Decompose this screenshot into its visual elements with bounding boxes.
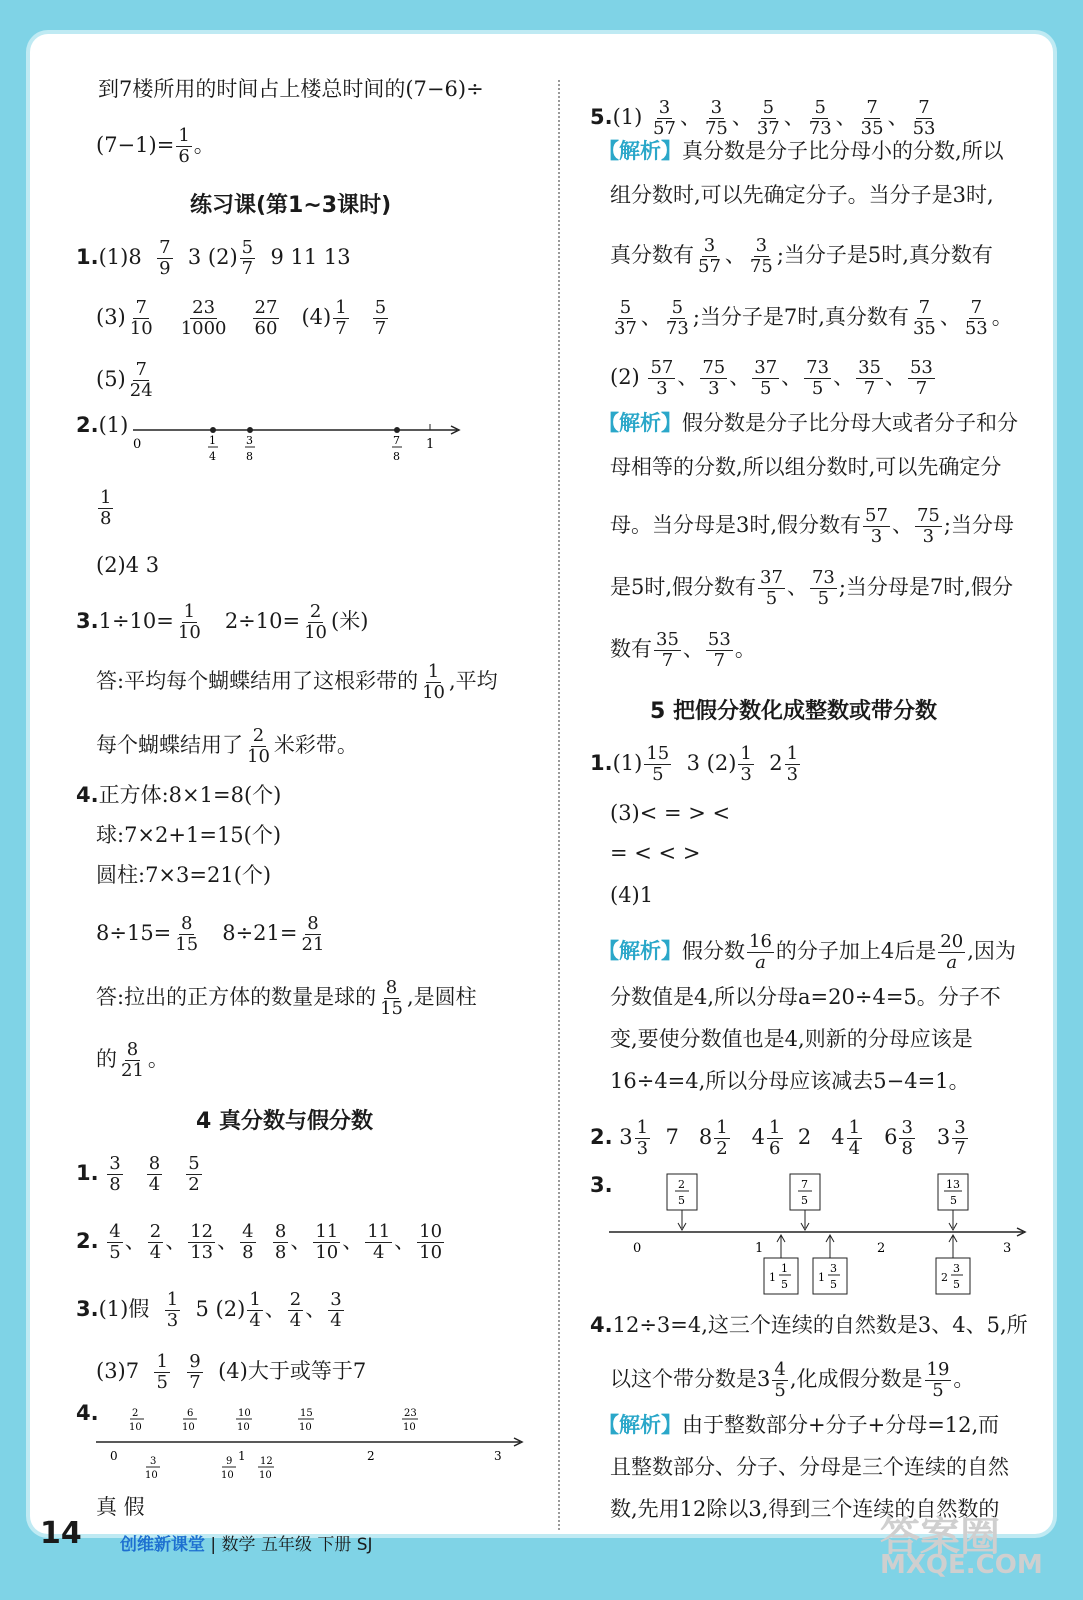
- answer-line: 4.正方体:8×1=8(个): [76, 783, 282, 807]
- svg-text:10: 10: [299, 1422, 312, 1433]
- answer-line: 答:平均每个蝴蝶结用了这根彩带的 $\frac{1}{10}$ ,平均: [96, 661, 498, 703]
- answer-line: 4.12÷3=4,这三个连续的自然数是3、4、5,所: [590, 1313, 1028, 1337]
- explanation-line: $\frac{5}{37}$ 、 $\frac{5}{73}$ ;当分子是7时,真分数有 $\frac{7}{35}$ 、 $\frac{7}{53}$ 。: [614, 297, 1013, 339]
- svg-text:5: 5: [678, 1194, 685, 1207]
- answer-line: 1.(1)8 $\frac{7}{9}$ 3 (2) $\frac{5}{7}$ 9 11 13: [76, 237, 351, 279]
- svg-text:10: 10: [237, 1422, 250, 1433]
- answer-line: (3)7 $\frac{1}{5}$ $\frac{9}{7}$ (4)大于或等于7: [96, 1351, 367, 1393]
- answer-line: 5.(1) $\frac{3}{57}$ 、 $\frac{3}{75}$ 、 $\frac{5}{37}$ 、 $\frac{5}{73}$ 、 $\frac{7}{35}$ 、 $\frac{7}{53}$: [590, 97, 936, 139]
- svg-text:3: 3: [494, 1449, 502, 1463]
- number-line: [125, 408, 465, 468]
- svg-text:0: 0: [133, 437, 142, 452]
- explanation-line: 【解析】假分数 $\frac{16}{a}$ 的分子加上4后是 $\frac{20}{a}$ ,因为: [598, 931, 1016, 973]
- column-divider: [558, 80, 560, 1530]
- svg-text:1: 1: [818, 1271, 825, 1284]
- answer-line: 2. 3 $\frac{1}{3}$ 7 8 $\frac{1}{2}$ 4 $\frac{1}{6}$ 2 4 $\frac{1}{4}$ 6 $\frac{3}{8}$ 3 $\frac{3}{7}$: [590, 1117, 966, 1159]
- svg-text:10: 10: [221, 1470, 234, 1481]
- svg-text:5: 5: [781, 1278, 788, 1291]
- answer-line: 8÷15= $\frac{8}{15}$ 8÷21= $\frac{8}{21}$: [96, 913, 325, 955]
- svg-text:10: 10: [403, 1422, 416, 1433]
- svg-text:0: 0: [110, 1449, 118, 1463]
- svg-text:6: 6: [187, 1408, 194, 1419]
- svg-text:4: 4: [209, 450, 216, 463]
- section-heading: 4 真分数与假分数: [196, 1109, 373, 1134]
- explanation-line: 真分数有 $\frac{3}{57}$ 、 $\frac{3}{75}$ ;当分子是5时,真分数有: [610, 235, 993, 277]
- answer-line: = < < >: [610, 841, 701, 865]
- svg-text:3: 3: [1003, 1241, 1012, 1256]
- svg-text:3: 3: [246, 434, 253, 447]
- answer-line: (5) $\frac{7}{24}$: [96, 359, 153, 401]
- explanation-line: 数有 $\frac{35}{7}$ 、 $\frac{53}{7}$ 。: [610, 629, 756, 671]
- answer-line: 球:7×2+1=15(个): [96, 823, 282, 847]
- svg-text:7: 7: [393, 434, 400, 447]
- explanation-line: 是5时,假分数有 $\frac{37}{5}$ 、 $\frac{73}{5}$ ;当分母是7时,假分: [610, 567, 1013, 609]
- answer-line: (2) $\frac{57}{3}$ 、 $\frac{75}{3}$ 、 $\frac{37}{5}$ 、 $\frac{73}{5}$ 、 $\frac{35}{7}$ 、 $\frac{53}{7}$: [610, 357, 933, 399]
- answer-line: 3.1÷10= $\frac{1}{10}$ 2÷10= $\frac{2}{10}$ (米): [76, 601, 369, 643]
- answer-line: (3)< = > <: [610, 801, 731, 825]
- svg-text:0: 0: [633, 1241, 642, 1256]
- book-series: 创维新课堂 | 数学 五年级 下册 SJ: [120, 1535, 373, 1555]
- explanation-line: 【解析】真分数是分子比分母小的分数,所以: [598, 139, 1004, 163]
- svg-text:13: 13: [946, 1178, 960, 1191]
- svg-text:5: 5: [953, 1278, 960, 1291]
- answer-line: 3.(1)假 $\frac{1}{3}$ 5 (2) $\frac{1}{4}$ 、 $\frac{2}{4}$ 、 $\frac{3}{4}$: [76, 1289, 342, 1331]
- svg-text:2: 2: [941, 1271, 948, 1284]
- answer-line: 2. $\frac{4}{5}$ 、 $\frac{2}{4}$ 、 $\frac{12}{13}$ 、 $\frac{4}{8}$ $\frac{8}{8}$ 、 $\frac{11}{10}$ 、 $\frac{11}{4}$ 、 $\frac{10}{10}$: [76, 1221, 443, 1263]
- svg-text:1: 1: [238, 1449, 246, 1463]
- svg-text:3: 3: [953, 1262, 960, 1275]
- svg-text:1: 1: [781, 1262, 788, 1275]
- answer-line: 1.(1) $\frac{15}{5}$ 3 (2) $\frac{1}{3}$ 2 $\frac{1}{3}$: [590, 743, 799, 785]
- svg-text:10: 10: [182, 1422, 195, 1433]
- answer-line: 的 $\frac{8}{21}$ 。: [96, 1039, 169, 1081]
- explanation-line: 【解析】由于整数部分+分子+分母=12,而: [598, 1413, 1000, 1437]
- explanation-line: 分数值是4,所以分母a=20÷4=5。分子不: [610, 985, 1001, 1009]
- svg-text:10: 10: [129, 1422, 142, 1433]
- explanation-line: 母相等的分数,所以组分数时,可以先确定分: [610, 455, 1002, 479]
- explanation-line: 且整数部分、分子、分母是三个连续的自然: [610, 1455, 1009, 1479]
- explanation-line: 变,要使分数值也是4,则新的分母应该是: [610, 1027, 973, 1051]
- answer-line: 以这个带分数是3 $\frac{4}{5}$ ,化成假分数是 $\frac{19}{5}$ 。: [610, 1359, 975, 1401]
- svg-text:2: 2: [678, 1178, 685, 1191]
- svg-text:3: 3: [150, 1456, 157, 1467]
- answer-line: 圆柱:7×3=21(个): [96, 863, 272, 887]
- svg-text:8: 8: [246, 450, 253, 463]
- svg-text:1: 1: [426, 437, 435, 452]
- svg-text:2: 2: [367, 1449, 375, 1463]
- svg-text:12: 12: [260, 1456, 273, 1467]
- answer-line: 3.: [590, 1173, 613, 1197]
- answer-line: 答:拉出的正方体的数量是球的 $\frac{8}{15}$ ,是圆柱: [96, 977, 477, 1019]
- explanation-line: 母。当分母是3时,假分数有 $\frac{57}{3}$ 、 $\frac{75}{3}$ ;当分母: [610, 505, 1014, 547]
- explanation-line: 【解析】假分数是分子比分母大或者分子和分: [598, 411, 1018, 435]
- number-line: [92, 1404, 528, 1484]
- svg-text:2: 2: [132, 1408, 139, 1419]
- svg-text:9: 9: [226, 1456, 233, 1467]
- svg-text:8: 8: [393, 450, 400, 463]
- watermark: 答案圈: [880, 1514, 1000, 1560]
- svg-text:2: 2: [877, 1241, 886, 1256]
- svg-text:10: 10: [145, 1470, 158, 1481]
- svg-text:23: 23: [404, 1408, 417, 1419]
- svg-text:5: 5: [950, 1194, 957, 1207]
- answer-line: (2)4 3: [96, 553, 160, 577]
- answer-line: 4.: [76, 1401, 99, 1425]
- svg-text:10: 10: [238, 1408, 251, 1419]
- page-number: 14: [40, 1516, 82, 1551]
- section-heading: 5 把假分数化成整数或带分数: [650, 699, 937, 724]
- explanation-line: 组分数时,可以先确定分子。当分子是3时,: [610, 183, 994, 207]
- answer-line: (3) $\frac{7}{10}$ $\frac{23}{1000}$ $\frac{27}{60}$ (4) $\frac{1}{7}$ $\frac{5}{7}$: [96, 297, 387, 339]
- svg-text:7: 7: [801, 1178, 808, 1191]
- section-heading: 练习课(第1~3课时): [190, 193, 392, 218]
- explanation-line: 16÷4=4,所以分母应该减去5−4=1。: [610, 1069, 970, 1093]
- answer-line: (4)1: [610, 883, 654, 907]
- text-line: 到7楼所用的时间占上楼总时间的(7−6)÷: [98, 77, 484, 101]
- answer-line: 每个蝴蝶结用了 $\frac{2}{10}$ 米彩带。: [96, 725, 358, 767]
- watermark: MXQE.COM: [880, 1550, 1043, 1580]
- svg-text:5: 5: [830, 1278, 837, 1291]
- svg-text:10: 10: [259, 1470, 272, 1481]
- svg-text:1: 1: [755, 1241, 764, 1256]
- svg-text:3: 3: [830, 1262, 837, 1275]
- answer-line: $\frac{1}{8}$: [100, 487, 112, 529]
- svg-text:15: 15: [300, 1408, 313, 1419]
- answer-line: 真 假: [96, 1495, 145, 1519]
- answer-line: 2.(1): [76, 413, 129, 437]
- explanation-line: 数,先用12除以3,得到三个连续的自然数的: [610, 1497, 1000, 1521]
- text-line: (7−1)= $\frac{1}{6}$ 。: [96, 125, 215, 167]
- number-line: [605, 1170, 1035, 1300]
- svg-text:1: 1: [209, 434, 216, 447]
- svg-text:5: 5: [801, 1194, 808, 1207]
- answer-line: 1. $\frac{3}{8}$ $\frac{8}{4}$ $\frac{5}{2}$: [76, 1153, 200, 1195]
- svg-text:1: 1: [769, 1271, 776, 1284]
